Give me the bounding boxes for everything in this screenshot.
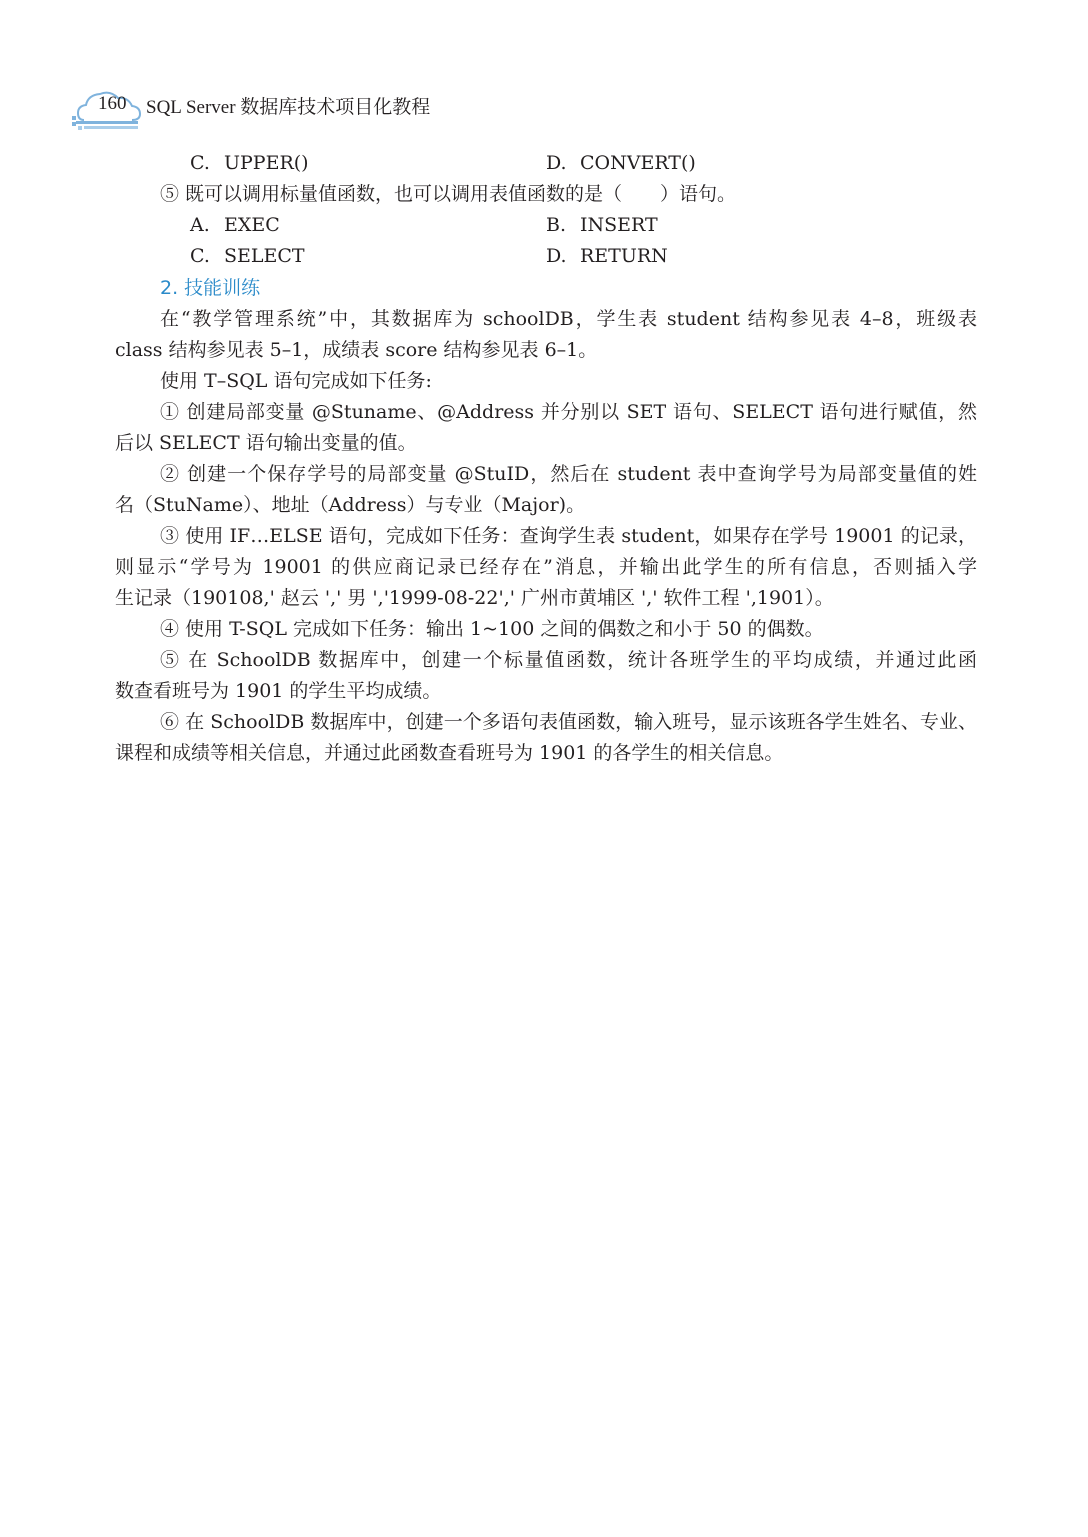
task-4-line: ④ 使用 T-SQL 完成如下任务：输出 1~100 之间的偶数之和小于 50 的偶数。 — [160, 618, 824, 640]
task-5-line: ⑤ 在 SchoolDB 数据库中，创建一个标量值函数，统计各班学生的平均成绩，并通过此函 — [160, 649, 977, 671]
page-number: 160 — [98, 93, 127, 114]
options-row — [115, 210, 977, 241]
task-2-line: 名（StuName）、地址（Address）与专业（Major)。 — [115, 494, 586, 516]
option-d: D. RETURN — [546, 245, 668, 267]
paragraph-line: 在“教学管理系统”中，其数据库为 schoolDB，学生表 student 结构参见表 4–8，班级表 — [160, 308, 977, 330]
option-d: D. CONVERT() — [546, 152, 696, 174]
task-1-line: ① 创建局部变量 @Stuname、@Address 并分别以 SET 语句、SELECT 语句进行赋值，然 — [160, 401, 977, 423]
task-1-line: 后以 SELECT 语句输出变量的值。 — [115, 432, 417, 454]
option-a: A. EXEC — [190, 214, 280, 236]
page-header — [70, 86, 670, 132]
options-row — [115, 241, 977, 272]
task-3-line: 则显示“学号为 19001 的供应商记录已经存在”消息，并输出此学生的所有信息，否则插入学 — [115, 556, 977, 578]
task-6-line: 课程和成绩等相关信息，并通过此函数查看班号为 1901 的各学生的相关信息。 — [115, 742, 784, 764]
paragraph-line: 使用 T–SQL 语句完成如下任务: — [160, 370, 432, 392]
task-5-line: 数查看班号为 1901 的学生平均成绩。 — [115, 680, 442, 702]
option-b: B. INSERT — [546, 214, 658, 236]
paragraph-line: class 结构参见表 5–1，成绩表 score 结构参见表 6–1。 — [115, 339, 598, 361]
task-6-line: ⑥ 在 SchoolDB 数据库中，创建一个多语句表值函数，输入班号，显示该班各学生姓名、专业、 — [160, 711, 977, 733]
question-5: ⑤ 既可以调用标量值函数，也可以调用表值函数的是（ ）语句。 — [160, 183, 737, 205]
options-row — [115, 148, 977, 179]
task-2-line: ② 创建一个保存学号的局部变量 @StuID，然后在 student 表中查询学号为局部变量值的姓 — [160, 463, 977, 485]
option-c: C. SELECT — [190, 245, 305, 267]
section-heading: 2. 技能训练 — [160, 277, 261, 299]
task-3-line: 生记录（190108,' 赵云 ',' 男 ','1999-08-22',' 广州市黄埔区 ',' 软件工程 ',1901）。 — [115, 587, 834, 609]
book-title: SQL Server 数据库技术项目化教程 — [146, 97, 431, 118]
option-c: C. UPPER() — [190, 152, 309, 174]
page-content — [115, 148, 977, 769]
task-3-line: ③ 使用 IF…ELSE 语句，完成如下任务：查询学生表 student，如果存在学号 19001 的记录， — [160, 525, 977, 547]
